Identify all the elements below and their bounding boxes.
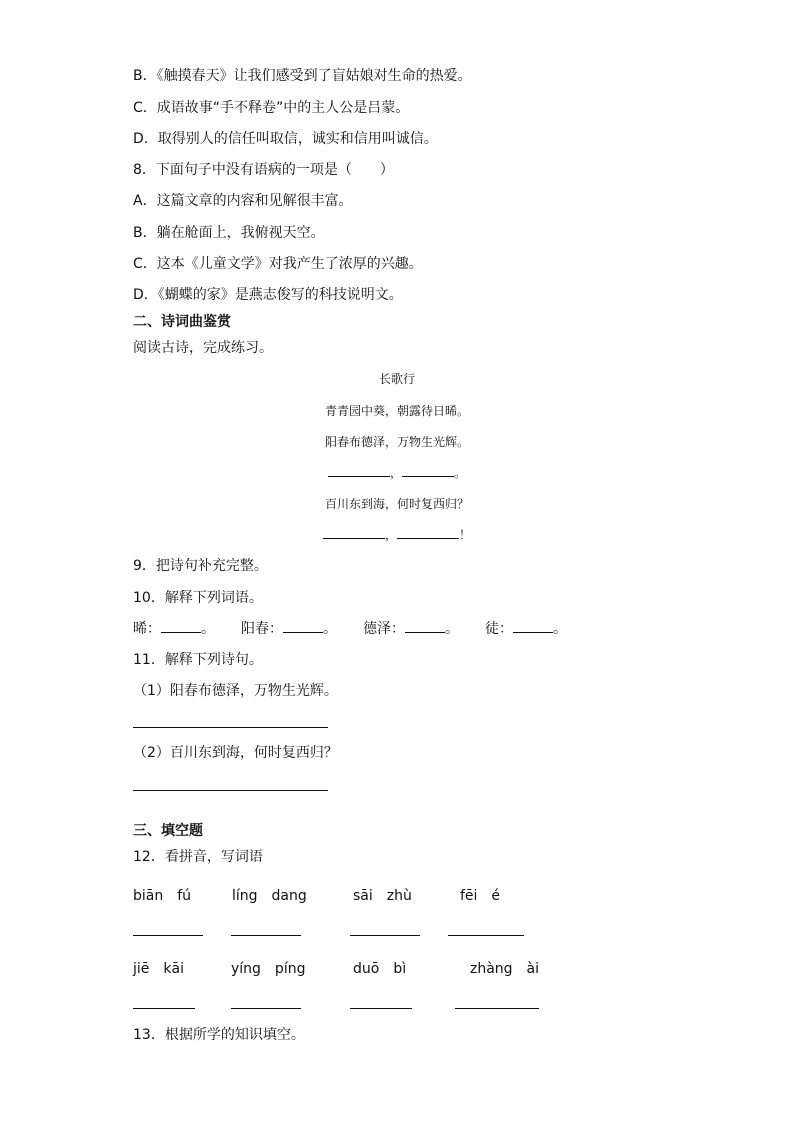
q13-stem: 13．根据所学的知识填空。 bbox=[133, 1027, 305, 1043]
q11-stem: 11．解释下列诗句。 bbox=[133, 652, 263, 668]
pinyin-answer-line[interactable] bbox=[231, 935, 301, 936]
q8-option-b: B．躺在舱面上，我俯视天空。 bbox=[133, 225, 325, 241]
poem-title: 长歌行 bbox=[378, 372, 415, 386]
pinyin-answer-line[interactable] bbox=[350, 935, 420, 936]
q11-answer-line-2[interactable] bbox=[133, 790, 328, 791]
poem-line3 bbox=[0, 464, 794, 481]
pinyin-answer-line[interactable] bbox=[133, 935, 203, 936]
q10-blank[interactable] bbox=[405, 620, 445, 633]
pinyin-jiekai: jiē kāi bbox=[133, 961, 184, 977]
pinyin-yingping: yíng píng bbox=[231, 961, 306, 977]
q7-option-b: B．《触摸春天》让我们感受到了盲姑娘对生命的热爱。 bbox=[133, 68, 472, 84]
section2-heading: 二、诗词曲鉴赏 bbox=[133, 314, 231, 330]
q12-stem: 12．看拼音，写词语 bbox=[133, 849, 263, 865]
q8-option-a: A．这篇文章的内容和见解很丰富。 bbox=[133, 193, 353, 209]
q10-blank[interactable] bbox=[161, 620, 201, 633]
q10-item-end: 。 bbox=[323, 621, 337, 637]
q10-blank[interactable] bbox=[283, 620, 323, 633]
poem-blank[interactable] bbox=[397, 526, 459, 539]
q10-item-label: 阳春： bbox=[241, 621, 283, 637]
q7-option-d: D．取得别人的信任叫取信，诚实和信用叫诚信。 bbox=[133, 131, 438, 147]
pinyin-answer-line[interactable] bbox=[350, 1008, 412, 1009]
q10-stem: 10．解释下列词语。 bbox=[133, 590, 263, 606]
section3-heading: 三、填空题 bbox=[133, 823, 203, 839]
pinyin-zhangai: zhàng ài bbox=[470, 961, 540, 977]
q10-items bbox=[133, 620, 567, 638]
poem-line2: 阳春布德泽，万物生光辉。 bbox=[324, 435, 469, 449]
q11-answer-line-1[interactable] bbox=[133, 727, 328, 728]
pinyin-lingdang: líng dang bbox=[232, 888, 307, 904]
poem-blank[interactable] bbox=[328, 464, 390, 477]
poem-line1: 青青园中葵，朝露待日晞。 bbox=[324, 404, 469, 418]
section2-intro: 阅读古诗，完成练习。 bbox=[133, 340, 273, 356]
pinyin-bianfu: biān fú bbox=[133, 888, 192, 904]
q10-blank[interactable] bbox=[513, 620, 553, 633]
q8-option-c: C．这本《儿童文学》对我产生了浓厚的兴趣。 bbox=[133, 256, 423, 272]
poem-comma: ， bbox=[389, 466, 402, 480]
q10-item-label: 德泽： bbox=[363, 621, 405, 637]
q8-stem: 8．下面句子中没有语病的一项是（ ） bbox=[133, 162, 394, 178]
q9-stem: 9．把诗句补充完整。 bbox=[133, 558, 268, 574]
q10-item-end: 。 bbox=[445, 621, 459, 637]
poem-line5 bbox=[0, 526, 794, 543]
q10-item-end: 。 bbox=[553, 621, 567, 637]
q8-option-d: D．《蝴蝶的家》是燕志俊写的科技说明文。 bbox=[133, 287, 403, 303]
pinyin-answer-line[interactable] bbox=[448, 935, 524, 936]
pinyin-saizhu: sāi zhù bbox=[353, 888, 412, 904]
poem-blank[interactable] bbox=[323, 526, 385, 539]
q7-option-c: C．成语故事“手不释卷”中的主人公是吕蒙。 bbox=[133, 100, 410, 116]
q11-part2: （2）百川东到海，何时复西归？ bbox=[133, 745, 338, 761]
poem-period: 。 bbox=[454, 466, 467, 480]
q11-part1: （1）阳春布德泽，万物生光辉。 bbox=[133, 683, 338, 699]
pinyin-answer-line[interactable] bbox=[133, 1008, 195, 1009]
pinyin-feie: fēi é bbox=[460, 888, 501, 904]
poem-exclaim: ！ bbox=[459, 528, 472, 542]
poem-comma: ， bbox=[384, 528, 397, 542]
q10-item-end: 。 bbox=[201, 621, 215, 637]
pinyin-answer-line[interactable] bbox=[455, 1008, 539, 1009]
poem-blank[interactable] bbox=[402, 464, 454, 477]
q10-item-label: 徒： bbox=[485, 621, 513, 637]
pinyin-duobi: duō bì bbox=[353, 961, 407, 977]
pinyin-answer-line[interactable] bbox=[231, 1008, 301, 1009]
poem-line4: 百川东到海，何时复西归？ bbox=[324, 497, 469, 511]
q10-item-label: 晞： bbox=[133, 621, 161, 637]
